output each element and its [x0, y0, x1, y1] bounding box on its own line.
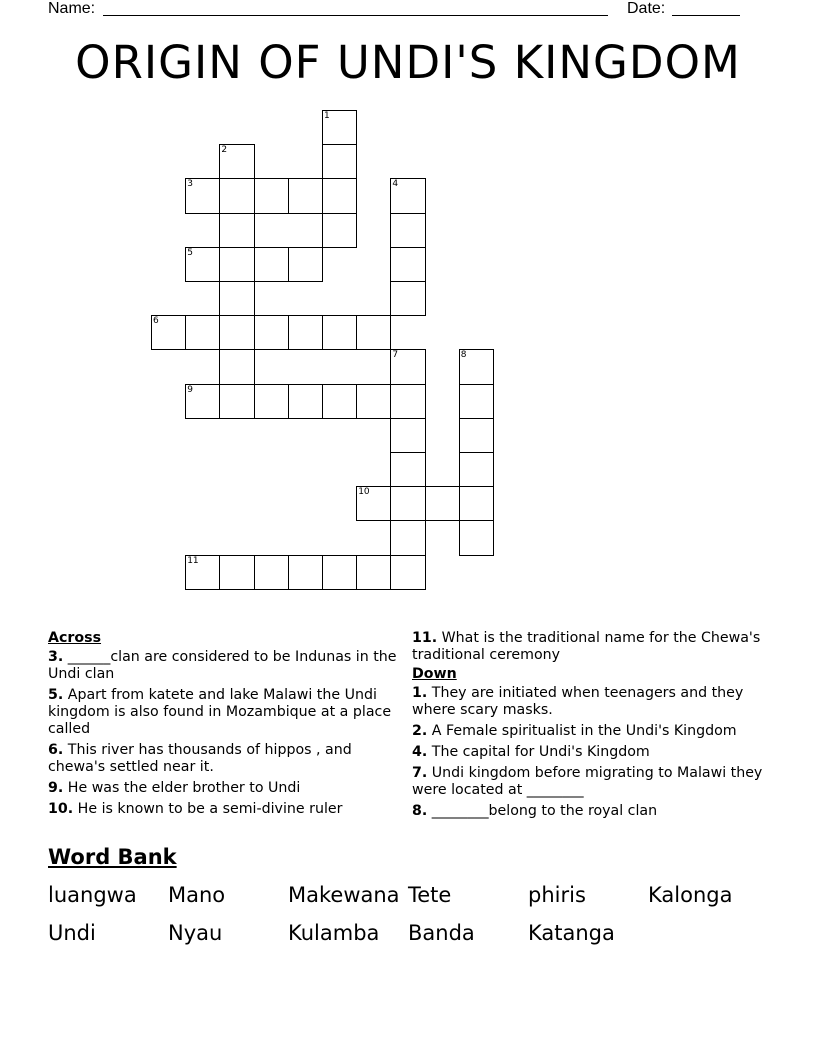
clue-number: 2.	[412, 723, 428, 739]
clue-text: He is known to be a semi-divine ruler	[77, 801, 343, 817]
grid-cell[interactable]	[288, 555, 323, 590]
clue-number: 1.	[412, 685, 428, 701]
clue-number: 9.	[48, 780, 64, 796]
grid-cell[interactable]	[390, 349, 425, 384]
clues-right-column	[412, 630, 772, 820]
grid-clue-number: 4	[392, 179, 399, 190]
grid-clue-number: 10	[358, 487, 370, 498]
grid-cell[interactable]	[356, 555, 391, 590]
word-bank-item: Kulamba	[288, 921, 380, 945]
grid-cell[interactable]	[219, 144, 254, 179]
clue-down-4	[412, 744, 772, 761]
grid-cell[interactable]	[322, 144, 357, 179]
grid-clue-number: 7	[392, 350, 399, 361]
grid-clue-number: 6	[153, 316, 159, 327]
grid-cell[interactable]	[425, 486, 460, 521]
grid-cell[interactable]	[390, 486, 425, 521]
grid-cell[interactable]	[254, 555, 289, 590]
grid-cell[interactable]	[459, 384, 494, 419]
grid-cell[interactable]	[390, 384, 425, 419]
word-bank-item: Mano	[168, 883, 226, 907]
grid-cell[interactable]	[322, 384, 357, 419]
clue-across-9	[48, 780, 403, 797]
clue-text: The capital for Undi's Kingdom	[431, 744, 650, 760]
clue-number: 10.	[48, 801, 74, 817]
clue-number: 3.	[48, 649, 64, 665]
grid-cell[interactable]	[254, 315, 289, 350]
word-bank-item: Katanga	[528, 921, 615, 945]
grid-clue-number: 11	[187, 555, 199, 566]
grid-cell[interactable]	[390, 418, 425, 453]
grid-cell[interactable]	[459, 520, 494, 555]
grid-cell[interactable]	[185, 247, 220, 282]
clue-number: 11.	[412, 630, 438, 646]
grid-cell[interactable]	[288, 247, 323, 282]
word-bank-item: phiris	[528, 883, 586, 907]
grid-cell[interactable]	[185, 384, 220, 419]
grid-cell[interactable]	[459, 418, 494, 453]
clue-text: ______clan are considered to be Indunas in the Undi clan	[48, 649, 397, 682]
grid-clue-number: 3	[187, 179, 193, 190]
grid-cell[interactable]	[254, 178, 289, 213]
page-title: ORIGIN OF UNDI'S KINGDOM	[75, 36, 741, 89]
word-bank-item: luangwa	[48, 883, 137, 907]
grid-cell[interactable]	[151, 315, 186, 350]
grid-cell[interactable]	[390, 452, 425, 487]
grid-cell[interactable]	[185, 555, 220, 590]
grid-cell[interactable]	[219, 555, 254, 590]
name-label: Name:	[48, 0, 96, 17]
grid-cell[interactable]	[288, 315, 323, 350]
grid-cell[interactable]	[390, 555, 425, 590]
clue-text: Undi kingdom before migrating to Malawi they were located at ________	[412, 765, 763, 798]
clue-down-7	[412, 765, 772, 799]
grid-cell[interactable]	[322, 110, 357, 145]
grid-cell[interactable]	[254, 384, 289, 419]
clue-across-3	[48, 649, 403, 683]
grid-cell[interactable]	[390, 178, 425, 213]
word-bank-item: Tete	[408, 883, 452, 907]
clue-text: Apart from katete and lake Malawi the Undi kingdom is also found in Mozambique at a place called	[48, 687, 392, 737]
grid-clue-number: 2	[221, 145, 228, 156]
clue-number: 5.	[48, 687, 64, 703]
grid-cell[interactable]	[322, 213, 357, 248]
word-bank-item: Undi	[48, 921, 96, 945]
clue-across-11	[412, 630, 772, 664]
grid-cell[interactable]	[322, 555, 357, 590]
clue-across-10	[48, 801, 403, 818]
grid-cell[interactable]	[356, 384, 391, 419]
grid-cell[interactable]	[390, 520, 425, 555]
clue-text: He was the elder brother to Undi	[67, 780, 301, 796]
grid-clue-number: 1	[324, 111, 330, 121]
grid-cell[interactable]	[219, 384, 254, 419]
grid-cell[interactable]	[390, 247, 425, 282]
clues-left-column	[48, 630, 403, 818]
clue-down-1	[412, 685, 772, 719]
clue-number: 8.	[412, 803, 428, 819]
grid-cell[interactable]	[288, 178, 323, 213]
grid-cell[interactable]	[288, 384, 323, 419]
clue-text: What is the traditional name for the Chewa's traditional ceremony	[412, 630, 761, 663]
word-bank-item: Kalonga	[648, 883, 733, 907]
grid-cell[interactable]	[254, 247, 289, 282]
grid-cell[interactable]	[322, 178, 357, 213]
across-heading: Across	[48, 630, 102, 646]
grid-cell[interactable]	[322, 315, 357, 350]
grid-cell[interactable]	[390, 213, 425, 248]
date-label: Date:	[627, 0, 666, 17]
clue-down-8	[412, 803, 772, 820]
clue-across-5	[48, 687, 403, 738]
clue-down-2	[412, 723, 772, 740]
grid-cell[interactable]	[219, 349, 254, 384]
clue-number: 6.	[48, 742, 64, 758]
grid-cell[interactable]	[219, 247, 254, 282]
clue-number: 7.	[412, 765, 428, 781]
grid-clue-number: 5	[187, 247, 193, 258]
grid-clue-number: 9	[187, 384, 193, 395]
grid-clue-number: 8	[460, 350, 467, 361]
clue-across-6	[48, 742, 403, 776]
grid-cell[interactable]	[185, 178, 220, 213]
word-bank-item: Nyau	[168, 921, 223, 945]
clue-text: This river has thousands of hippos , and chewa's settled near it.	[48, 742, 352, 775]
grid-cell[interactable]	[219, 315, 254, 350]
word-bank-item: Banda	[408, 921, 475, 945]
grid-cell[interactable]	[459, 349, 494, 384]
word-bank-item: Makewana	[288, 883, 400, 907]
clue-text: ________belong to the royal clan	[431, 803, 658, 819]
grid-cell[interactable]	[185, 315, 220, 350]
down-heading: Down	[412, 666, 457, 682]
grid-cell[interactable]	[356, 486, 391, 521]
grid-cell[interactable]	[459, 486, 494, 521]
clue-text: They are initiated when teenagers and they where scary masks.	[412, 685, 744, 718]
clue-number: 4.	[412, 744, 428, 760]
grid-cell[interactable]	[219, 281, 254, 316]
grid-cell[interactable]	[356, 315, 391, 350]
grid-cell[interactable]	[459, 452, 494, 487]
clue-text: A Female spiritualist in the Undi's Kingdom	[431, 723, 737, 739]
grid-cell[interactable]	[219, 178, 254, 213]
grid-cell[interactable]	[219, 213, 254, 248]
word-bank-title: Word Bank	[48, 845, 177, 869]
grid-cell[interactable]	[390, 281, 425, 316]
